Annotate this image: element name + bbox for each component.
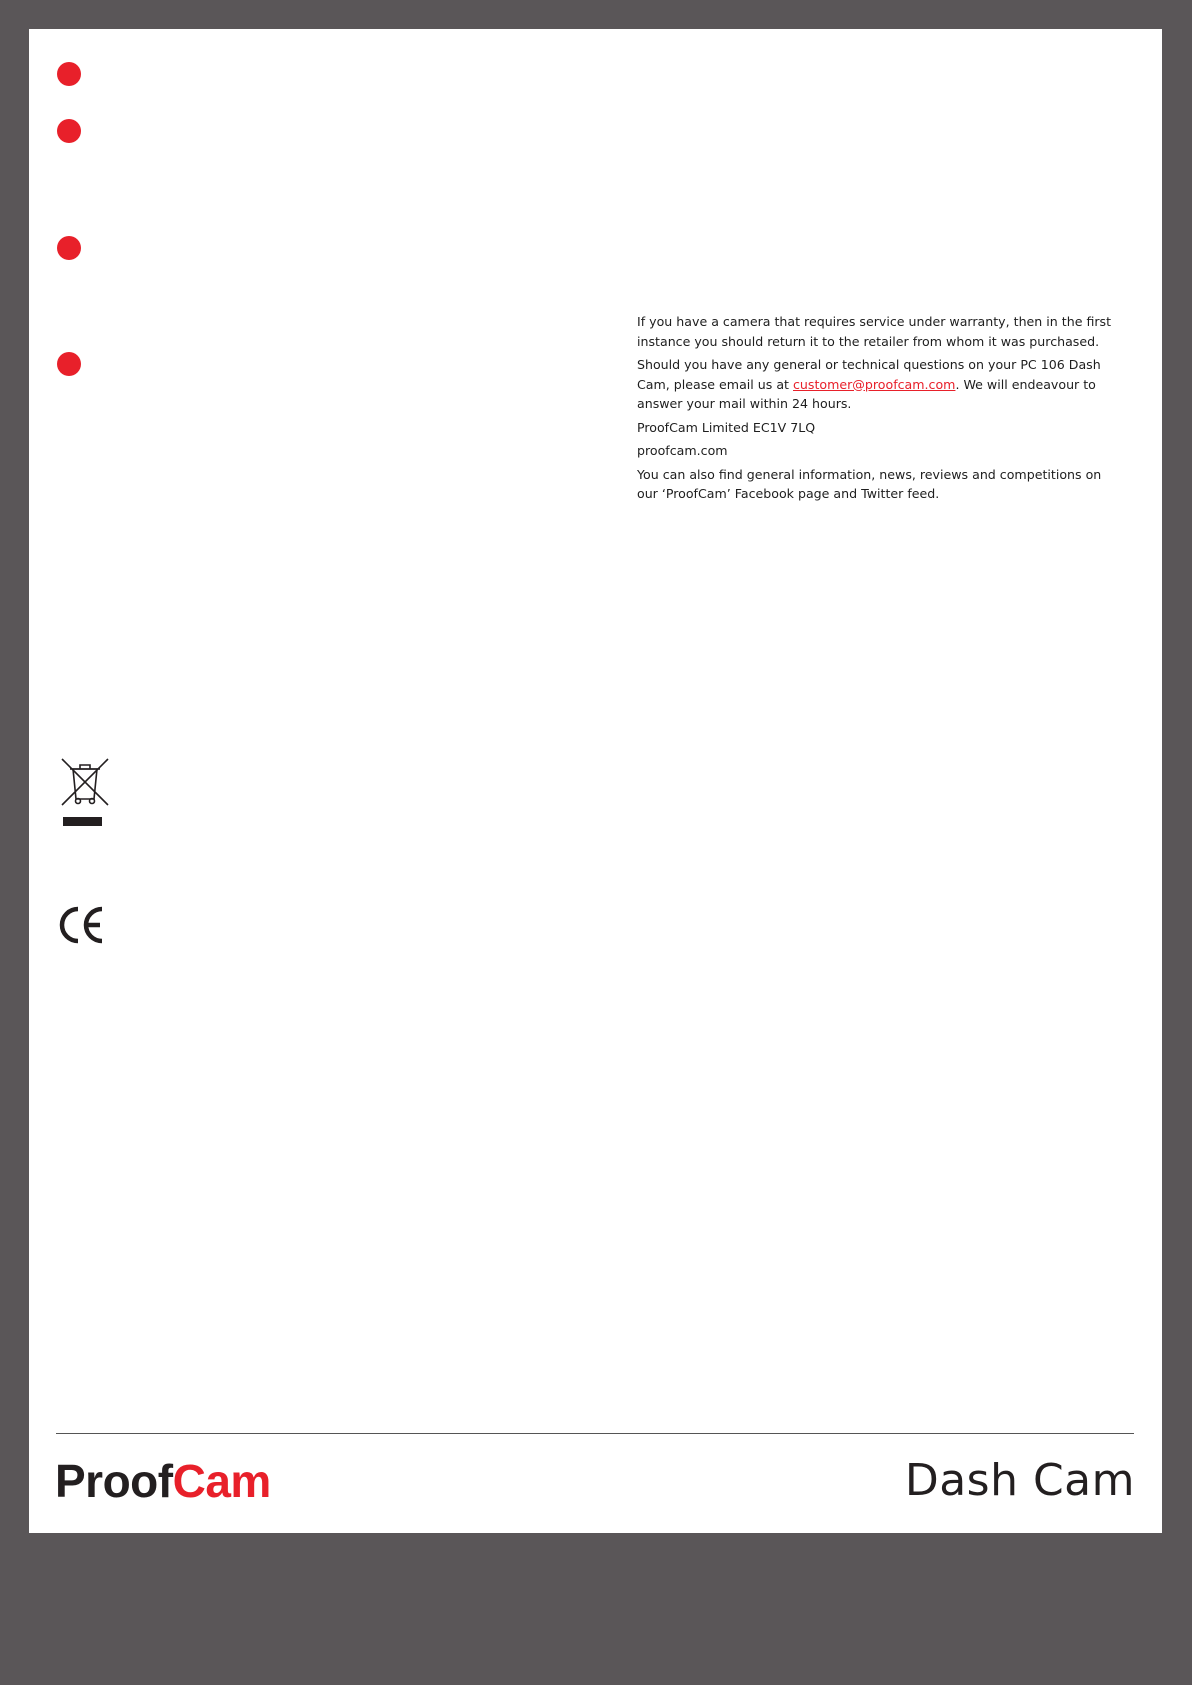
social-text: You can also find general information, news, reviews and competitions on our ‘ProofCam’ Facebook page and Twitter feed. — [637, 466, 1102, 501]
footer-divider — [56, 1433, 1134, 1434]
logo-cam: Cam — [172, 1455, 271, 1507]
company-address: ProofCam Limited EC1V 7LQ — [637, 419, 816, 435]
logo-proof: Proof — [55, 1455, 173, 1507]
section-bullet-4 — [57, 352, 81, 376]
email-link[interactable]: customer@proofcam.com — [793, 376, 956, 392]
website-text: proofcam.com — [637, 443, 728, 458]
questions-text-end: . We will endeavour to answer your mail within 24 hours. — [637, 376, 1096, 411]
contact-info — [637, 312, 1117, 508]
section-bullet-2 — [57, 119, 81, 143]
section-bullet-1 — [57, 62, 81, 86]
proofcam-logo — [55, 1451, 271, 1511]
section-bullet-3 — [57, 236, 81, 260]
questions-text — [637, 355, 1117, 414]
weee-bin-icon — [58, 757, 112, 829]
ce-mark-icon — [58, 905, 106, 945]
warranty-text: If you have a camera that requires service under warranty, then in the first instance you should return it to the retailer from whom it was purchased. — [637, 314, 1112, 349]
product-name: Dash Cam — [904, 1455, 1135, 1506]
questions-text-start: Should you have any general or technical questions on your PC 106 Dash Cam, please email us at — [637, 357, 1101, 392]
manual-page — [29, 29, 1162, 1533]
